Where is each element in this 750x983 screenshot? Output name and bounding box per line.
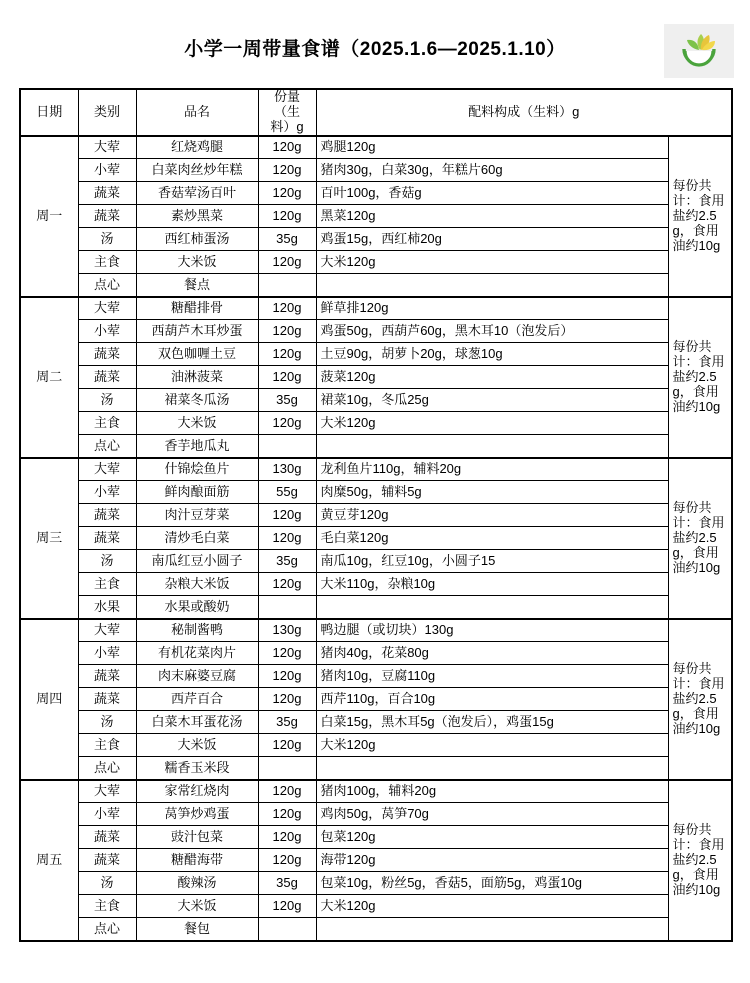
cell-date: 周一 [20, 136, 78, 297]
cell-ingredients: 西芹110g，百合10g [316, 688, 668, 711]
cell-portion: 35g [258, 711, 316, 734]
cell-category: 点心 [78, 757, 136, 780]
cell-ingredients: 猪肉40g，花菜80g [316, 642, 668, 665]
table-row [20, 734, 732, 757]
cell-portion: 120g [258, 527, 316, 550]
cell-ingredients: 猪肉100g，辅料20g [316, 780, 668, 803]
cell-ingredients: 肉糜50g，辅料5g [316, 481, 668, 504]
cell-dish-name: 西红柿蛋汤 [136, 228, 258, 251]
table-header [20, 89, 732, 136]
table-row [20, 757, 732, 780]
cell-ingredients: 南瓜10g，红豆10g，小圆子15 [316, 550, 668, 573]
cell-dish-name: 香菇荤汤百叶 [136, 182, 258, 205]
column-header-portion-line1: 份量（生 [273, 89, 300, 119]
table-row [20, 274, 732, 297]
cell-dish-name: 秘制酱鸭 [136, 619, 258, 642]
cell-ingredients: 海带120g [316, 849, 668, 872]
cell-category: 小荤 [78, 803, 136, 826]
cell-dish-name: 裙菜冬瓜汤 [136, 389, 258, 412]
cell-dish-name: 鲜肉酿面筋 [136, 481, 258, 504]
cell-category: 蔬菜 [78, 826, 136, 849]
cell-portion [258, 596, 316, 619]
cell-portion: 120g [258, 642, 316, 665]
cell-ingredients [316, 274, 668, 297]
cell-portion: 120g [258, 780, 316, 803]
table-row [20, 435, 732, 458]
cell-ingredients [316, 596, 668, 619]
cell-dish-name: 餐点 [136, 274, 258, 297]
cell-ingredients: 鸡蛋15g，西红柿20g [316, 228, 668, 251]
cell-portion: 120g [258, 159, 316, 182]
cell-portion: 120g [258, 366, 316, 389]
cell-portion: 55g [258, 481, 316, 504]
cell-category: 蔬菜 [78, 849, 136, 872]
cell-portion: 120g [258, 826, 316, 849]
cell-ingredients: 包菜120g [316, 826, 668, 849]
cell-date: 周五 [20, 780, 78, 941]
cell-category: 主食 [78, 251, 136, 274]
cell-portion: 130g [258, 458, 316, 481]
table-row [20, 918, 732, 941]
cell-dish-name: 酸辣汤 [136, 872, 258, 895]
cell-category: 蔬菜 [78, 527, 136, 550]
leaf-bowl-logo [664, 24, 734, 78]
cell-dish-name: 油淋菠菜 [136, 366, 258, 389]
cell-ingredients: 菠菜120g [316, 366, 668, 389]
cell-portion: 35g [258, 228, 316, 251]
cell-ingredients: 黑菜120g [316, 205, 668, 228]
cell-category: 蔬菜 [78, 205, 136, 228]
cell-portion: 120g [258, 504, 316, 527]
table-row [20, 182, 732, 205]
cell-ingredients: 鸡腿120g [316, 136, 668, 159]
cell-ingredients: 大米120g [316, 895, 668, 918]
cell-portion: 120g [258, 136, 316, 159]
cell-portion [258, 918, 316, 941]
cell-ingredients: 鸡蛋50g，西葫芦60g，黑木耳10（泡发后） [316, 320, 668, 343]
cell-portion: 120g [258, 205, 316, 228]
table-row [20, 849, 732, 872]
cell-category: 蔬菜 [78, 665, 136, 688]
cell-dish-name: 糯香玉米段 [136, 757, 258, 780]
cell-category: 汤 [78, 550, 136, 573]
cell-ingredients: 猪肉30g，白菜30g，年糕片60g [316, 159, 668, 182]
cell-portion: 120g [258, 895, 316, 918]
cell-ingredients: 大米120g [316, 734, 668, 757]
cell-portion [258, 435, 316, 458]
cell-ingredients: 裙菜10g，冬瓜25g [316, 389, 668, 412]
cell-category: 点心 [78, 274, 136, 297]
cell-category: 大荤 [78, 458, 136, 481]
table-row [20, 205, 732, 228]
page-title: 小学一周带量食谱（2025.1.6—2025.1.10） [184, 39, 566, 60]
cell-dish-name: 大米饭 [136, 895, 258, 918]
cell-dish-name: 豉汁包菜 [136, 826, 258, 849]
cell-category: 点心 [78, 435, 136, 458]
column-header-portion-line2: 料）g [270, 118, 304, 134]
cell-dish-name: 糖醋排骨 [136, 297, 258, 320]
table-row [20, 481, 732, 504]
cell-ingredients [316, 435, 668, 458]
cell-portion: 120g [258, 803, 316, 826]
cell-dish-name: 大米饭 [136, 251, 258, 274]
cell-portion: 120g [258, 849, 316, 872]
cell-dish-name: 大米饭 [136, 412, 258, 435]
cell-ingredients: 大米110g，杂粮10g [316, 573, 668, 596]
cell-date: 周三 [20, 458, 78, 619]
table-row [20, 688, 732, 711]
cell-portion: 35g [258, 389, 316, 412]
table-row [20, 895, 732, 918]
table-row [20, 573, 732, 596]
cell-portion: 120g [258, 251, 316, 274]
cell-portion: 120g [258, 320, 316, 343]
table-body [20, 136, 732, 941]
cell-portion: 35g [258, 872, 316, 895]
cell-category: 汤 [78, 872, 136, 895]
cell-ingredients: 大米120g [316, 412, 668, 435]
cell-category: 蔬菜 [78, 343, 136, 366]
cell-portion: 120g [258, 297, 316, 320]
cell-ingredients: 鲜草排120g [316, 297, 668, 320]
cell-dish-name: 有机花菜肉片 [136, 642, 258, 665]
cell-dish-name: 肉末麻婆豆腐 [136, 665, 258, 688]
table-row [20, 665, 732, 688]
table-row [20, 297, 732, 320]
table-row [20, 136, 732, 159]
cell-portion: 35g [258, 550, 316, 573]
cell-category: 水果 [78, 596, 136, 619]
cell-category: 小荤 [78, 481, 136, 504]
cell-daily-note: 每份共计：食用盐约2.5g，食用油约10g [668, 780, 732, 941]
cell-date: 周四 [20, 619, 78, 780]
column-header-ingredients: 配料构成（生料）g [316, 89, 732, 136]
table-row [20, 872, 732, 895]
cell-dish-name: 餐包 [136, 918, 258, 941]
header-row [20, 89, 732, 136]
cell-category: 大荤 [78, 780, 136, 803]
cell-category: 主食 [78, 412, 136, 435]
cell-dish-name: 南瓜红豆小圆子 [136, 550, 258, 573]
cell-dish-name: 肉汁豆芽菜 [136, 504, 258, 527]
cell-category: 主食 [78, 573, 136, 596]
cell-portion: 130g [258, 619, 316, 642]
table-row [20, 343, 732, 366]
cell-ingredients: 大米120g [316, 251, 668, 274]
cell-ingredients: 龙利鱼片110g，辅料20g [316, 458, 668, 481]
cell-category: 汤 [78, 389, 136, 412]
cell-ingredients [316, 918, 668, 941]
cell-portion [258, 274, 316, 297]
table-row [20, 826, 732, 849]
table-row [20, 803, 732, 826]
cell-category: 蔬菜 [78, 366, 136, 389]
cell-dish-name: 素炒黑菜 [136, 205, 258, 228]
table-row [20, 251, 732, 274]
cell-portion [258, 757, 316, 780]
table-row [20, 320, 732, 343]
table-row [20, 780, 732, 803]
table-row [20, 159, 732, 182]
cell-daily-note: 每份共计：食用盐约2.5g，食用油约10g [668, 297, 732, 458]
weekly-menu-table [19, 88, 733, 942]
cell-portion: 120g [258, 665, 316, 688]
cell-category: 小荤 [78, 320, 136, 343]
table-row [20, 642, 732, 665]
cell-category: 主食 [78, 895, 136, 918]
cell-portion: 120g [258, 573, 316, 596]
table-row [20, 412, 732, 435]
cell-ingredients: 黄豆芽120g [316, 504, 668, 527]
table-row [20, 458, 732, 481]
cell-dish-name: 莴笋炒鸡蛋 [136, 803, 258, 826]
cell-ingredients: 白菜15g，黑木耳5g（泡发后），鸡蛋15g [316, 711, 668, 734]
cell-dish-name: 白菜肉丝炒年糕 [136, 159, 258, 182]
cell-category: 蔬菜 [78, 504, 136, 527]
table-row [20, 550, 732, 573]
menu-table-container [19, 88, 731, 942]
cell-ingredients: 鸭边腿（或切块）130g [316, 619, 668, 642]
cell-category: 大荤 [78, 136, 136, 159]
cell-portion: 120g [258, 343, 316, 366]
cell-portion: 120g [258, 412, 316, 435]
cell-dish-name: 双色咖喱土豆 [136, 343, 258, 366]
cell-ingredients: 毛白菜120g [316, 527, 668, 550]
cell-daily-note: 每份共计：食用盐约2.5g，食用油约10g [668, 458, 732, 619]
cell-category: 汤 [78, 228, 136, 251]
table-row [20, 389, 732, 412]
cell-ingredients: 包菜10g，粉丝5g，香菇5，面筋5g，鸡蛋10g [316, 872, 668, 895]
cell-dish-name: 大米饭 [136, 734, 258, 757]
cell-dish-name: 糖醋海带 [136, 849, 258, 872]
cell-dish-name: 白菜木耳蛋花汤 [136, 711, 258, 734]
column-header-date: 日期 [20, 89, 78, 136]
cell-daily-note: 每份共计：食用盐约2.5g，食用油约10g [668, 136, 732, 297]
cell-category: 大荤 [78, 297, 136, 320]
page-header [0, 0, 750, 72]
cell-category: 大荤 [78, 619, 136, 642]
cell-category: 点心 [78, 918, 136, 941]
column-header-portion [258, 89, 316, 136]
cell-ingredients: 土豆90g，胡萝卜20g，球葱10g [316, 343, 668, 366]
column-header-dish: 品名 [136, 89, 258, 136]
cell-dish-name: 红烧鸡腿 [136, 136, 258, 159]
cell-portion: 120g [258, 734, 316, 757]
table-row [20, 711, 732, 734]
table-row [20, 228, 732, 251]
table-row [20, 366, 732, 389]
column-header-category: 类别 [78, 89, 136, 136]
cell-category: 小荤 [78, 642, 136, 665]
cell-dish-name: 什锦烩鱼片 [136, 458, 258, 481]
cell-ingredients: 鸡肉50g，莴笋70g [316, 803, 668, 826]
cell-dish-name: 西芹百合 [136, 688, 258, 711]
cell-dish-name: 清炒毛白菜 [136, 527, 258, 550]
cell-dish-name: 杂粮大米饭 [136, 573, 258, 596]
cell-dish-name: 香芋地瓜丸 [136, 435, 258, 458]
table-row [20, 619, 732, 642]
cell-ingredients: 猪肉10g，豆腐110g [316, 665, 668, 688]
cell-portion: 120g [258, 182, 316, 205]
cell-category: 主食 [78, 734, 136, 757]
table-row [20, 596, 732, 619]
cell-ingredients: 百叶100g，香菇g [316, 182, 668, 205]
cell-category: 蔬菜 [78, 182, 136, 205]
cell-date: 周二 [20, 297, 78, 458]
cell-portion: 120g [258, 688, 316, 711]
cell-ingredients [316, 757, 668, 780]
cell-category: 小荤 [78, 159, 136, 182]
table-row [20, 504, 732, 527]
cell-daily-note: 每份共计：食用盐约2.5g，食用油约10g [668, 619, 732, 780]
cell-dish-name: 西葫芦木耳炒蛋 [136, 320, 258, 343]
cell-dish-name: 水果或酸奶 [136, 596, 258, 619]
cell-category: 蔬菜 [78, 688, 136, 711]
cell-category: 汤 [78, 711, 136, 734]
table-row [20, 527, 732, 550]
cell-dish-name: 家常红烧肉 [136, 780, 258, 803]
